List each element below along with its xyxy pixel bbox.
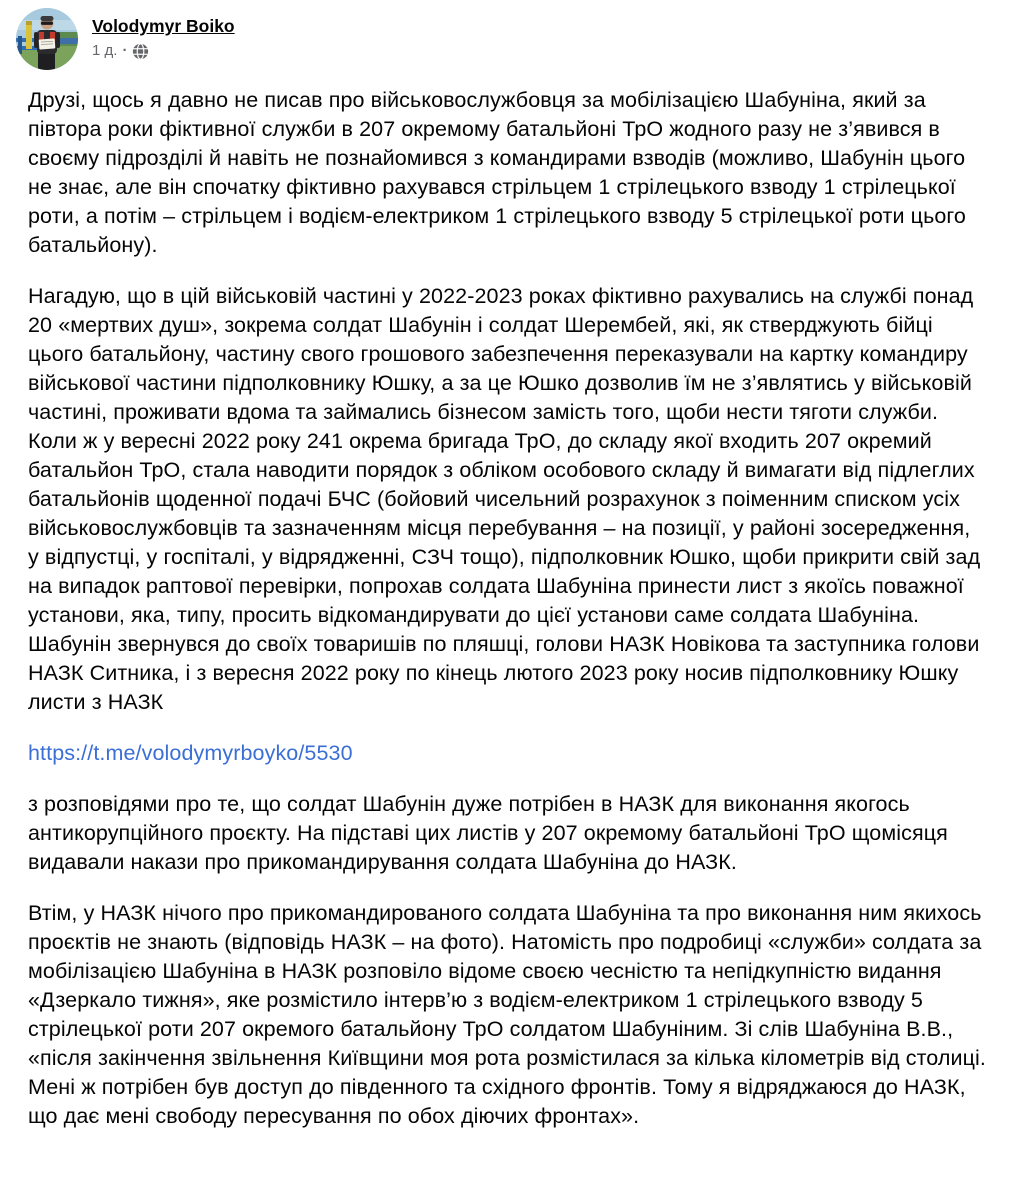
post-meta — [92, 42, 235, 60]
meta-separator: · — [122, 42, 128, 59]
author-name-link[interactable]: Volodymyr Boiko — [92, 16, 235, 36]
post-timestamp[interactable]: 1 д. — [92, 42, 118, 59]
post-body — [28, 86, 986, 1131]
post-paragraph: Втім, у НАЗК нічого про прикомандированого солдата Шабуніна та про виконання ним якихось проєктів не знають (відповідь НАЗК – на фото). Натомість про подробиці «служби» солдата за мобілізацією Шабуніна в НАЗК розповіло відоме своєю чесністю та непідкупністю видання «Дзеркало тижня», яке розмістило інтерв’ю з водієм-електриком 1 стрілецького взводу 5 стрілецької роти 207 окремого батальйону ТрО солдатом Шабуніним. Зі слів Шабуніна В.В., «після закінчення звільнення Київщини моя рота розмістилася за кілька кілометрів від столиці. Мені ж потрібен був доступ до південного та східного фронтів. Тому я відряджаюся до НАЗК, що дає мені свободу пересування по обох діючих фронтах». — [28, 901, 986, 1128]
profile-avatar[interactable] — [16, 8, 78, 70]
post-header-text — [92, 8, 235, 60]
post-link-row — [28, 739, 986, 768]
post-header — [0, 0, 1016, 70]
post-paragraph: Нагадую, що в цій військовій частині у 2022-2023 роках фіктивно рахувались на службі понад 20 «мертвих душ», зокрема солдат Шабунін і солдат Шерембей, які, як стверджують бійці цього батальйону, частину свого грошового забезпечення переказували на картку командиру військової частини підполковнику Юшку, а за це Юшко дозволив їм не з’являтись у військовій частині, проживати вдома та займались бізнесом замість того, щоби нести тяготи служби. Коли ж у вересні 2022 року 241 окрема бригада ТрО, до складу якої входить 207 окремий батальйон ТрО, стала наводити порядок з обліком особового складу й вимагати від підлеглих батальйонів щоденної подачі БЧС (бойовий чисельний розрахунок з поіменним списком усіх військовослужбовців та зазначенням місця перебування – на позиції, у районі зосередження, у відпустці, у госпіталі, у відрядженні, СЗЧ тощо), підполковник Юшко, щоби прикрити свій зад на випадок раптової перевірки, попрохав солдата Шабуніна принести лист з якоїсь поважної установи, яка, типу, просить відкомандирувати до цієї установи саме солдата Шабуніна. Шабунін звернувся до своїх товаришів по пляшці, голови НАЗК Новікова та заступника голови НАЗК Ситника, і з вересня 2022 року по кінець лютого 2023 року носив підполковнику Юшку листи з НАЗК — [28, 284, 981, 714]
post-paragraph: з розповідями про те, що солдат Шабунін дуже потрібен в НАЗК для виконання якогось антикорупційного проєкту. На підставі цих листів у 207 окремому батальйоні ТрО щомісяця видавали накази про прикомандирування солдата Шабуніна до НАЗК. — [28, 792, 948, 874]
post-paragraph: Друзі, щось я давно не писав про військовослужбовця за мобілізацією Шабуніна, який за півтора роки фіктивної служби в 207 окремому батальйоні ТрО жодного разу не з’явився в своєму підрозділі й навіть не познайомився з командирами взводів (можливо, Шабунін цього не знає, але він спочатку фіктивно рахувався стрільцем 1 стрілецького взводу 1 стрілецької роти, а потім – стрільцем і водієм-електриком 1 стрілецького взводу 5 стрілецької роти цього батальйону). — [28, 88, 966, 257]
globe-privacy-icon — [132, 43, 149, 60]
telegram-link[interactable]: https://t.me/volodymyrboyko/5530 — [28, 741, 353, 765]
profile-photo-icon — [16, 8, 78, 70]
